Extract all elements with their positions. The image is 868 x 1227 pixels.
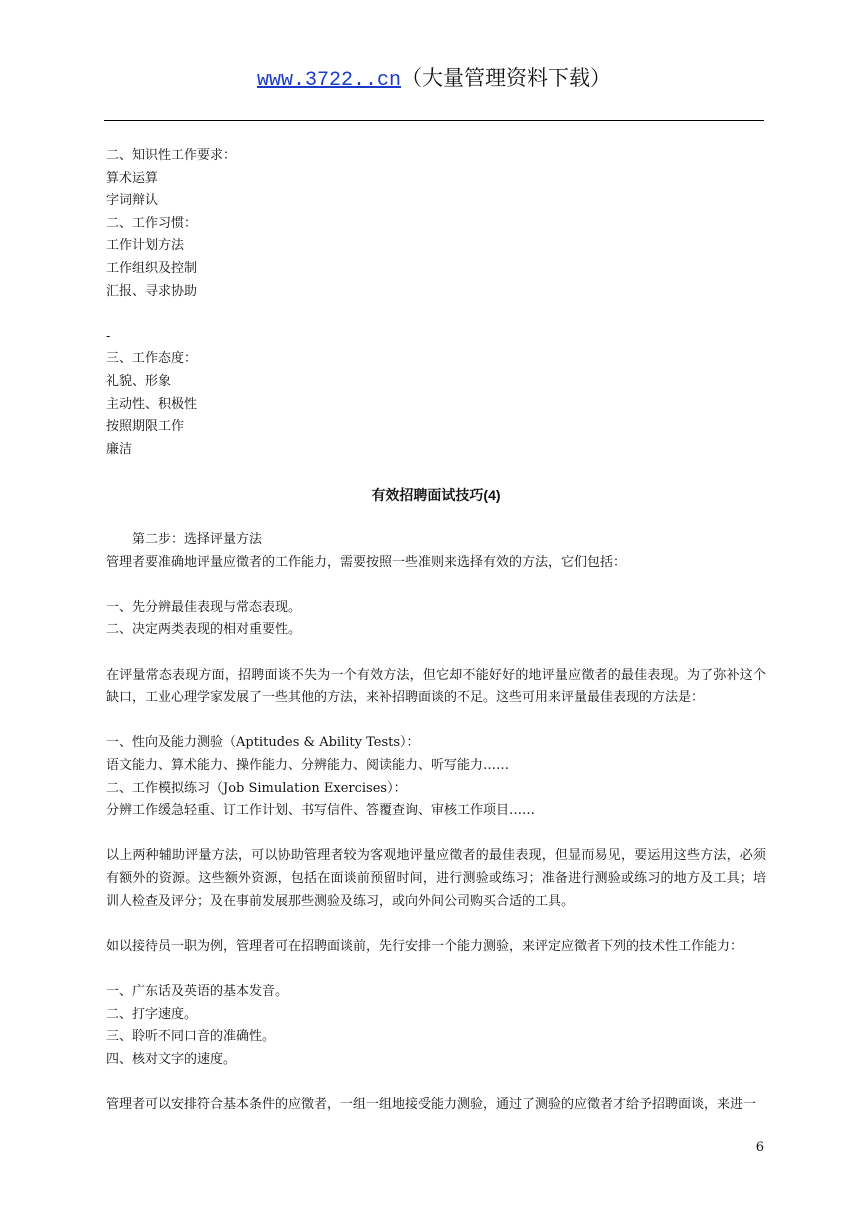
spacer	[106, 823, 766, 846]
page-header	[0, 64, 868, 95]
skill-item: 一、广东话及英语的基本发音。	[106, 983, 289, 999]
header-rule	[104, 120, 764, 121]
paragraph: 以上两种辅助评量方法，可以协助管理者较为客观地评量应徵者的最佳表现，但显而易见，要运用这些方法，必须有额外的资源。这些额外资源，包括在面谈前预留时间，进行测验或练习；准备进行测验或练习的地方及工具；培训人检查及评分；及在事前发展那些测验及练习，或向外间公司购买合适的工具。	[106, 848, 766, 909]
text-line: 汇报、寻求协助	[106, 283, 198, 299]
dash-marker: -	[106, 328, 111, 344]
paragraph: 管理者可以安排符合基本条件的应徵者，一组一组地接受能力测验，通过了测验的应徵者才给予招聘面谈，来进一	[106, 1096, 757, 1112]
text-line: 二、知识性工作要求：	[106, 148, 237, 163]
text-line: 算术运算	[106, 170, 159, 186]
skill-item: 四、核对文字的速度。	[106, 1051, 237, 1067]
spacer	[106, 1071, 766, 1094]
criteria-item: 二、决定两类表现的相对重要性。	[106, 622, 302, 638]
step-heading: 第二步：选择评量方法	[132, 532, 263, 548]
text-line: 三、工作态度：	[106, 351, 198, 367]
skill-item: 二、打字速度。	[106, 1006, 198, 1022]
paragraph: 在评量常态表现方面，招聘面谈不失为一个有效方法，但它却不能好好的地评量应徵者的最佳表现。为了弥补这个缺口，工业心理学家发展了一些其他的方法，来补招聘面谈的不足。这些可用来评量最佳表现的方法是：	[106, 667, 766, 706]
paragraph: 如以接待员一职为例，管理者可在招聘面谈前，先行安排一个能力测验，来评定应徵者下列的技术性工作能力：	[106, 938, 744, 954]
text-line: 工作组织及控制	[106, 260, 198, 276]
text-line: 廉洁	[106, 441, 133, 457]
spacer	[106, 507, 766, 530]
criteria-item: 一、先分辨最佳表现与常态表现。	[106, 599, 302, 615]
spacer	[106, 461, 766, 484]
site-link[interactable]: www.3722..cn	[256, 69, 402, 92]
text-line: 工作计划方法	[106, 238, 185, 254]
text-line: 礼貌、形象	[106, 373, 172, 389]
text-line: 二、工作习惯：	[106, 215, 198, 231]
text-line: 按照期限工作	[106, 419, 185, 435]
spacer	[106, 303, 766, 326]
method-item: 语文能力、算术能力、操作能力、分辨能力、阅读能力、听写能力……	[106, 758, 510, 774]
page-number: 6	[755, 1140, 764, 1155]
intro-line: 管理者要准确地评量应徵者的工作能力，需要按照一些准则来选择有效的方法，它们包括：	[106, 554, 627, 570]
spacer	[106, 913, 766, 936]
skill-item: 三、聆听不同口音的准确性。	[106, 1029, 276, 1045]
method-item: 分辨工作缓急轻重、订工作计划、书写信件、答覆查询、审核工作项目……	[106, 803, 536, 819]
method-item: 一、性向及能力测验（Aptitudes & Ability Tests）：	[106, 735, 420, 751]
section-title: 有效招聘面试技巧(4)	[371, 486, 501, 503]
text-line: 字词辩认	[106, 193, 159, 209]
document-body	[106, 145, 766, 1117]
spacer	[106, 642, 766, 665]
text-line: 主动性、积极性	[106, 396, 198, 412]
spacer	[106, 710, 766, 733]
method-item: 二、工作模拟练习（Job Simulation Exercises）：	[106, 780, 407, 796]
spacer	[106, 958, 766, 981]
spacer	[106, 574, 766, 597]
header-suffix: （大量管理资料下载）	[401, 66, 612, 90]
